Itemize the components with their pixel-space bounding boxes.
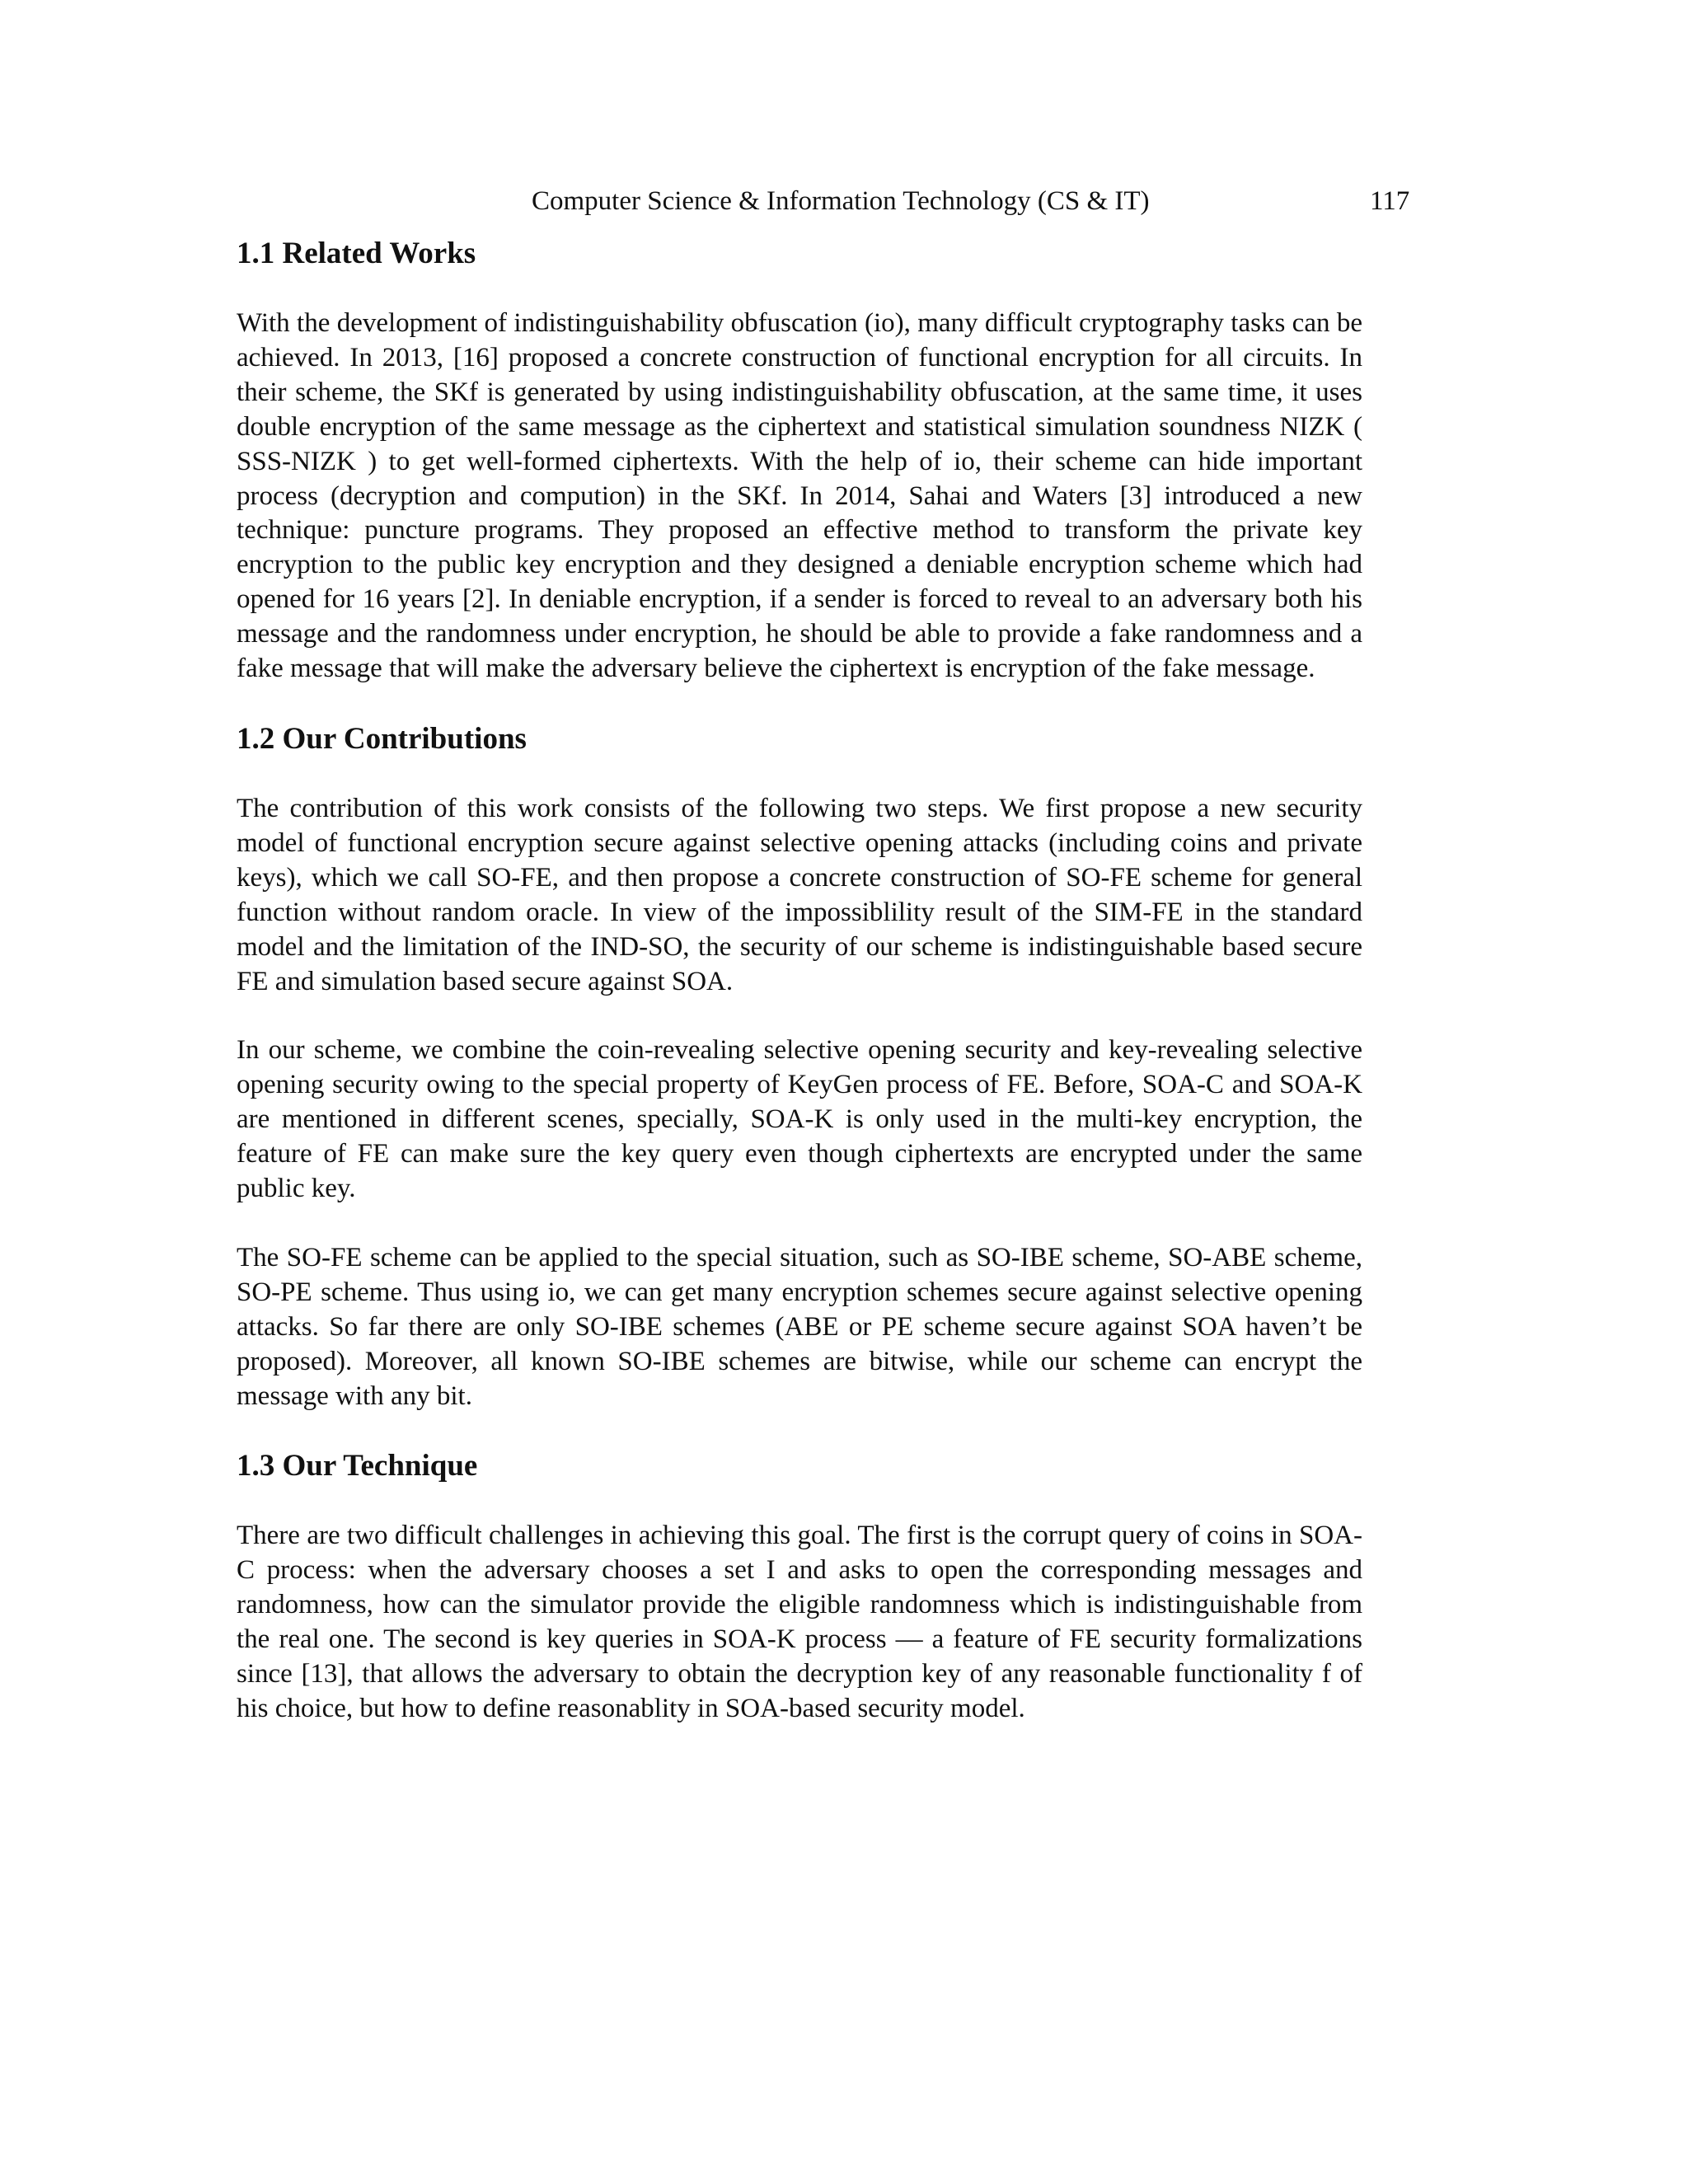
page-body (237, 232, 1362, 1727)
running-header (0, 183, 1688, 219)
paragraph: With the development of indistinguishability obfuscation (io), many difficult cryptography tasks can be achieved. In 2013, [16] proposed a concrete construction of functional encryption for all circuits. In their scheme, the SKf is generated by using indistinguishability obfuscation, at the same time, it uses double encryption of the same message as the ciphertext and statistical simulation soundness NIZK ( SSS-NIZK ) to get well-formed ciphertexts. With the help of io, their scheme can hide important process (decryption and compution) in the SKf. In 2014, Sahai and Waters [3] introduced a new technique: puncture programs. They proposed an effective method to transform the private key encryption to the public key encryption and they designed a deniable encryption scheme which had opened for 16 years [2]. In deniable encryption, if a sender is forced to reveal to an adversary both his message and the randomness under encryption, he should be able to provide a fake randomness and a fake message that will make the adversary believe the ciphertext is encryption of the fake message. (237, 308, 1362, 684)
paragraph: In our scheme, we combine the coin-revealing selective opening security and key-revealing selective opening security owing to the special property of KeyGen process of FE. Before, SOA-C and SOA-K are mentioned in different scenes, specially, SOA-K is only used in the multi-key encryption, the feature of FE can make sure the key query even though ciphertexts are encrypted under the same public key. (237, 1035, 1362, 1204)
section-heading: 1.3 Our Technique (237, 1449, 478, 1483)
paragraph: The SO-FE scheme can be applied to the special situation, such as SO-IBE scheme, SO-ABE scheme, SO-PE scheme. Thus using io, we can get many encryption schemes secure against selective opening attacks. So far there are only SO-IBE schemes (ABE or PE scheme secure against SOA haven’t be proposed). Moreover, all known SO-IBE schemes are bitwise, while our scheme can encrypt the message with any bit. (237, 1242, 1362, 1411)
section-related-works (237, 232, 1362, 687)
section-our-contributions (237, 718, 1362, 1414)
journal-title: Computer Science & Information Technology (CS & IT) (532, 186, 1150, 216)
paragraph: The contribution of this work consists of the following two steps. We first propose a new security model of functional encryption secure against selective opening attacks (including coins and private keys), which we call SO-FE, and then propose a concrete construction of SO-FE scheme for general function without random oracle. In view of the impossiblility result of the SIM-FE in the standard model and the limitation of the IND-SO, the security of our scheme is indistinguishable based secure FE and simulation based secure against SOA. (237, 793, 1362, 996)
section-heading: 1.2 Our Contributions (237, 721, 527, 756)
page-number: 117 (1370, 186, 1410, 216)
section-our-technique (237, 1445, 1362, 1726)
paragraph: There are two difficult challenges in achieving this goal. The first is the corrupt query of coins in SOA-C process: when the adversary chooses a set I and asks to open the corresponding messages and randomness, how can the simulator provide the eligible randomness which is indistinguishable from the real one. The second is key queries in SOA-K process — a feature of FE security formalizations since [13], that allows the adversary to obtain the decryption key of any reasonable functionality f of his choice, but how to define reasonablity in SOA-based security model. (237, 1521, 1362, 1723)
section-heading: 1.1 Related Works (237, 237, 476, 270)
